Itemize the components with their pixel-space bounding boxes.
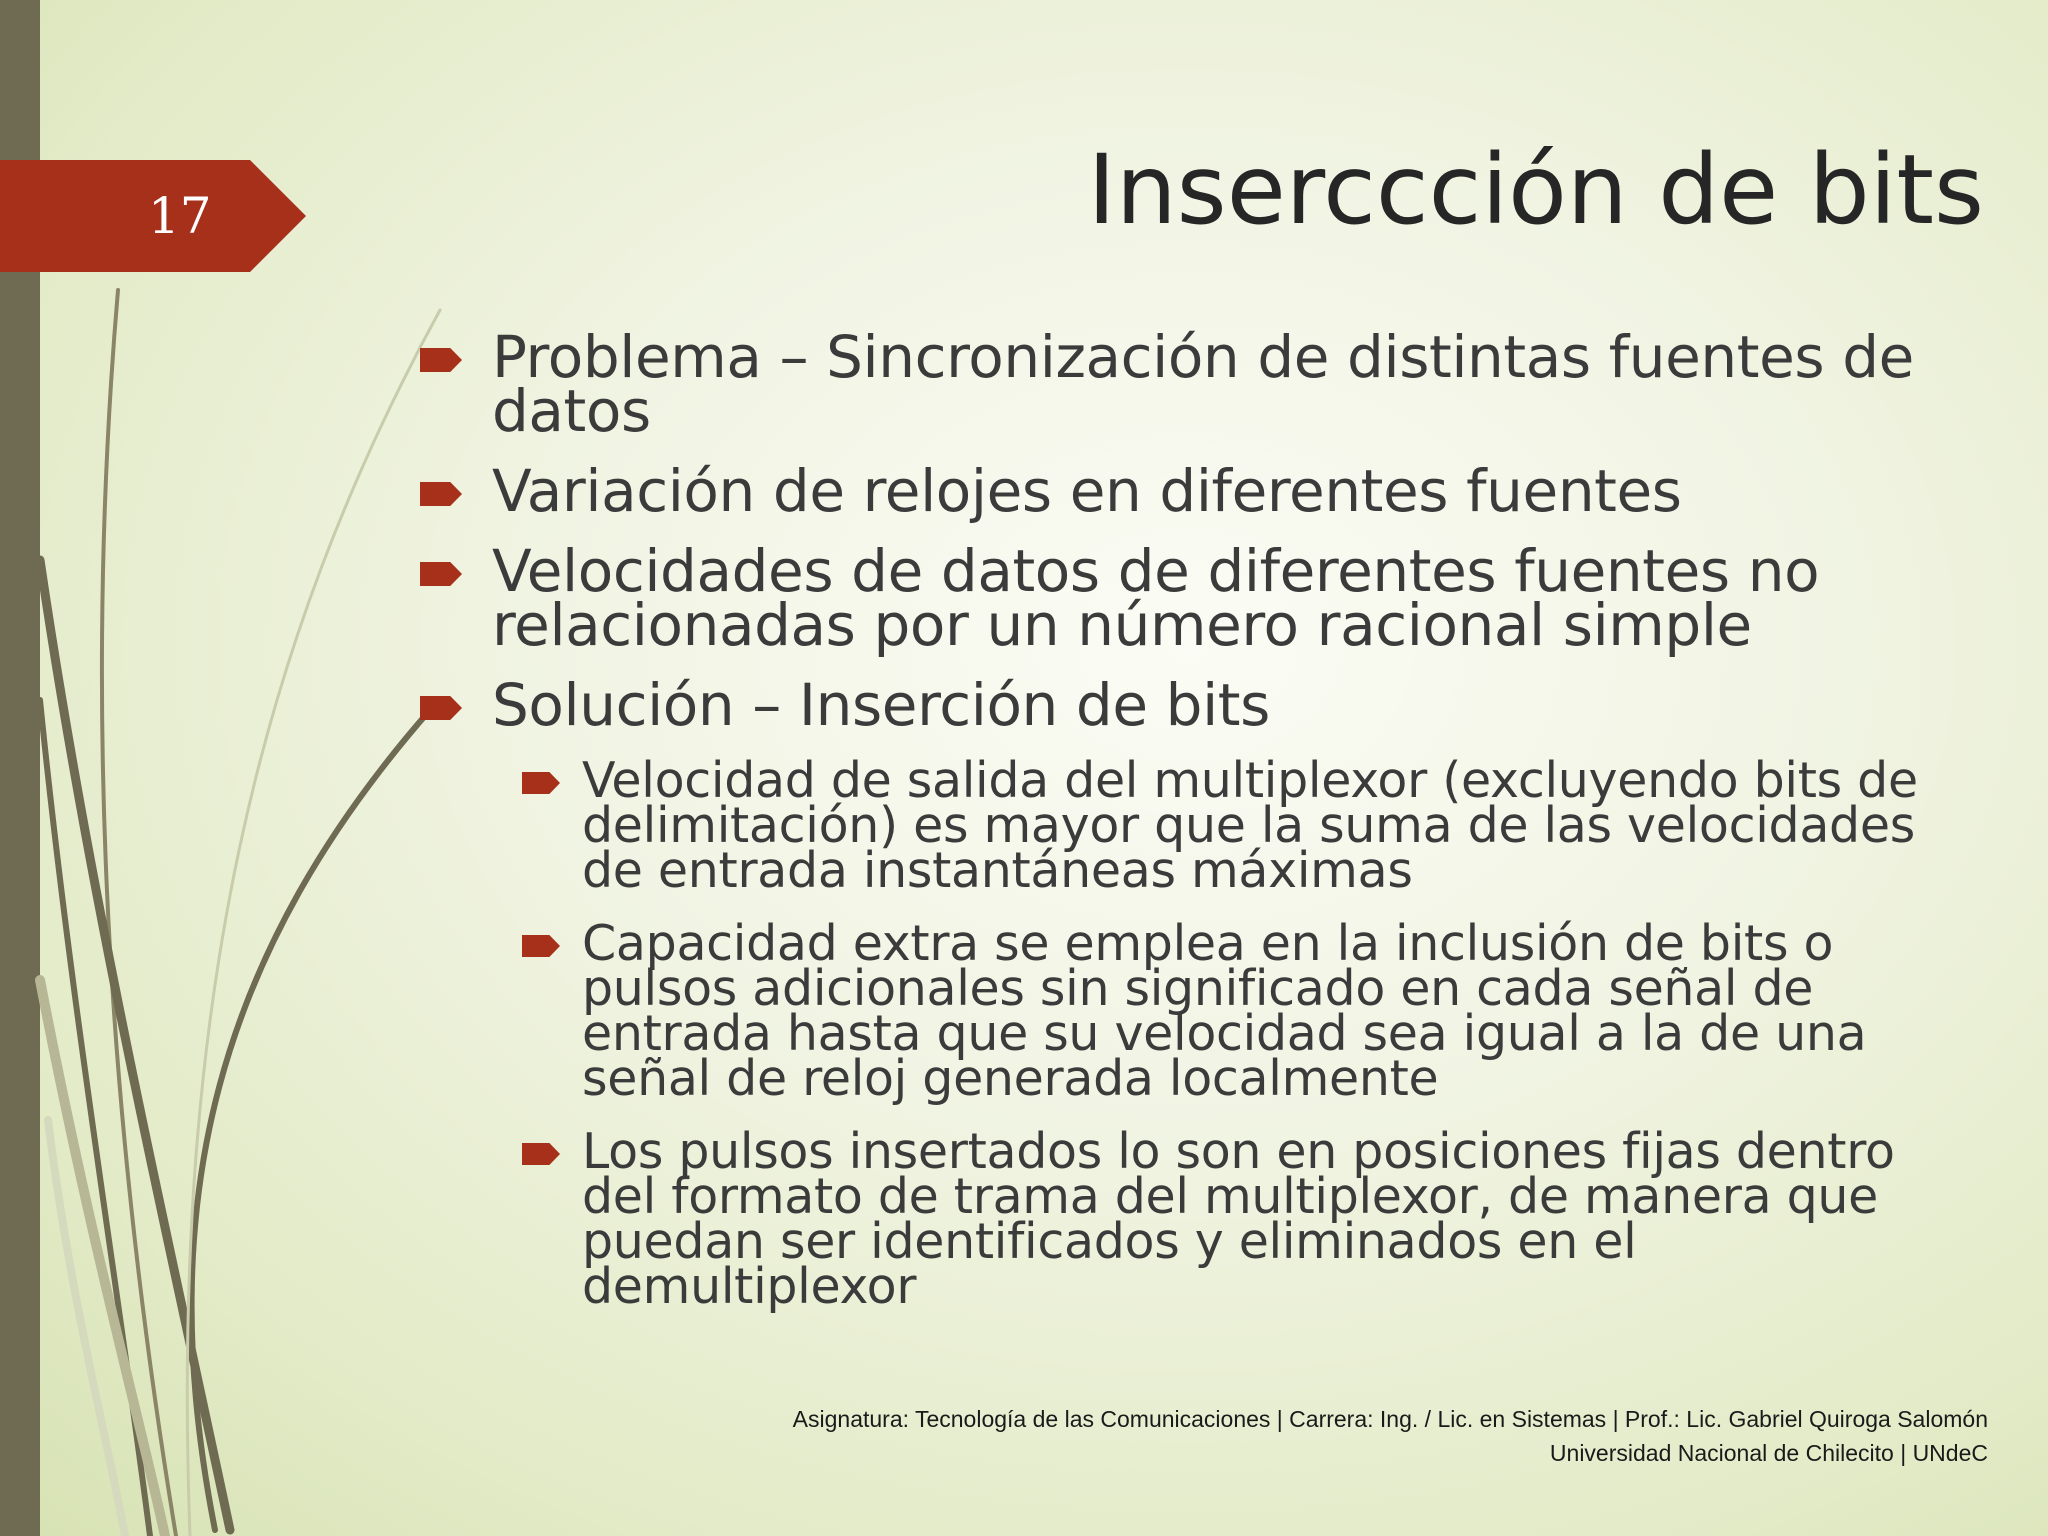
arrow-bullet-icon xyxy=(420,348,462,372)
arrow-bullet-icon xyxy=(420,482,462,506)
footer-university-line: Universidad Nacional de Chilecito | UNdeC xyxy=(1549,1440,1988,1466)
stem-6 xyxy=(40,980,165,1536)
bullet-text: Variación de relojes en diferentes fuentes xyxy=(492,457,1682,525)
stem-5 xyxy=(187,310,440,1536)
footer-course-line: Asignatura: Tecnología de las Comunicaciones | Carrera: Ing. / Lic. en Sistemas | Prof.: Lic. Gabriel Quiroga Salomón xyxy=(792,1406,1988,1432)
stem-4 xyxy=(192,710,430,1530)
bullet-item xyxy=(412,457,1972,525)
bullet-text: Solución – Inserción de bits xyxy=(492,671,1270,739)
slide-title: Inserccción de bits xyxy=(1087,134,1984,246)
sub-bullet-item xyxy=(582,752,1972,899)
sub-bullet-item xyxy=(582,1123,1972,1315)
slide-footer xyxy=(793,1402,1988,1470)
arrow-bullet-icon xyxy=(420,562,462,586)
arrow-bullet-icon xyxy=(522,1143,560,1165)
arrow-bullet-icon xyxy=(522,935,560,957)
sub-bullet-text: Capacidad extra se emplea en la inclusión de bits o pulsos adicionales sin significado en cada señal de entrada hasta que su velocidad sea igual a la de una señal de reloj generada localmente xyxy=(582,915,1867,1107)
arrow-bullet-icon xyxy=(522,772,560,794)
slide-number: 17 xyxy=(148,187,212,245)
bullet-item xyxy=(412,323,1972,445)
sub-bullet-text: Velocidad de salida del multiplexor (excluyendo bits de delimitación) es mayor que la suma de las velocidades de entrada instantáneas máximas xyxy=(582,752,1918,899)
slide-content xyxy=(412,323,1972,1337)
bullet-text: Velocidades de datos de diferentes fuentes no relacionadas por un número racional simple xyxy=(492,537,1820,659)
bullet-item xyxy=(412,671,1972,739)
stem-2 xyxy=(40,560,230,1530)
stem-1 xyxy=(102,290,176,1536)
bullet-item xyxy=(412,537,1972,659)
sub-bullet-item xyxy=(582,915,1972,1107)
arrow-bullet-icon xyxy=(420,696,462,720)
bullet-text: Problema – Sincronización de distintas fuentes de datos xyxy=(492,323,1914,445)
sub-bullet-text: Los pulsos insertados lo son en posiciones fijas dentro del formato de trama del multiplexor, de manera que puedan ser identificados y eliminados en el demultiplexor xyxy=(582,1123,1895,1315)
